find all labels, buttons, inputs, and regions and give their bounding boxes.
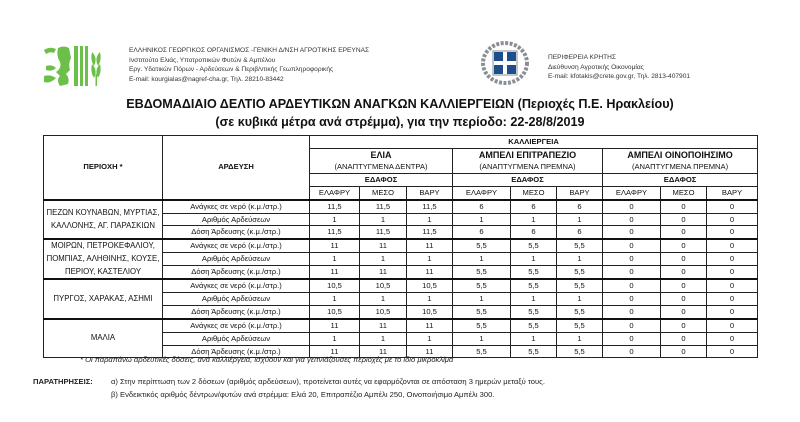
value-cell: 0 bbox=[707, 200, 758, 213]
value-cell: 0 bbox=[707, 266, 758, 279]
crop-subtitle: (ΑΝΑΠΤΥΓΜΕΝΑ ΔΕΝΤΡΑ) bbox=[334, 161, 428, 171]
soil-type-header: ΕΛΑΦΡΥ bbox=[310, 186, 360, 199]
value-cell: 10,5 bbox=[360, 279, 407, 292]
value-cell: 6 bbox=[453, 200, 511, 213]
value-cell: 0 bbox=[661, 345, 707, 358]
institute-contact: E-mail: kourgialas@nagref-cha.gr, Τηλ. 28210-83442 bbox=[129, 75, 284, 83]
crop-subtitle: (ΑΝΑΠΤΥΓΜΕΝΑ ΠΡΕΜΝΑ) bbox=[631, 161, 729, 171]
irrigation-metric-label: Δόση Άρδευσης (κ.μ./στρ.) bbox=[163, 266, 310, 279]
value-cell: 11 bbox=[310, 239, 360, 252]
irrigation-column-header: ΑΡΔΕΥΣΗ bbox=[163, 136, 310, 200]
value-cell: 0 bbox=[707, 319, 758, 332]
value-cell: 5,5 bbox=[511, 319, 557, 332]
irrigation-metric-label: Ανάγκες σε νερό (κ.μ./στρ.) bbox=[163, 319, 310, 332]
value-cell: 5,5 bbox=[557, 319, 603, 332]
value-cell: 0 bbox=[707, 305, 758, 318]
value-cell: 0 bbox=[707, 332, 758, 345]
value-cell: 11 bbox=[310, 266, 360, 279]
region-info bbox=[548, 53, 690, 82]
value-cell: 1 bbox=[511, 253, 557, 266]
value-cell: 0 bbox=[661, 332, 707, 345]
region-name: ΠΥΡΓΟΣ, ΧΑΡΑΚΑΣ, ΑΣΗΜΙ bbox=[44, 279, 163, 319]
value-cell: 0 bbox=[603, 226, 661, 239]
value-cell: 5,5 bbox=[453, 239, 511, 252]
institute-info bbox=[129, 46, 369, 84]
soil-header: ΕΔΑΦΟΣ bbox=[310, 173, 453, 186]
value-cell: 1 bbox=[453, 213, 511, 226]
value-cell: 1 bbox=[511, 332, 557, 345]
value-cell: 0 bbox=[661, 293, 707, 306]
crop-header-olive bbox=[310, 148, 453, 173]
region-directorate: Διεύθυνση Αγροτικής Οικονομίας bbox=[548, 63, 644, 71]
table-row bbox=[44, 239, 758, 252]
value-cell: 1 bbox=[453, 293, 511, 306]
document-title: ΕΒΔΟΜΑΔΙΑΙΟ ΔΕΛΤΙΟ ΑΡΔΕΥΤΙΚΩΝ ΑΝΑΓΚΩΝ ΚΑΛΛΙΕΡΓΕΙΩΝ (Περιοχές Π.Ε. Ηρακλείου) bbox=[126, 97, 674, 111]
value-cell: 6 bbox=[557, 200, 603, 213]
institute-org: ΕΛΛΗΝΙΚΟΣ ΓΕΩΡΓΙΚΟΣ ΟΡΓΑΝΙΣΜΟΣ -ΓΕΝΙΚΗ Δ/ΝΣΗ ΑΓΡΟΤΙΚΗΣ ΕΡΕΥΝΑΣ bbox=[129, 47, 370, 54]
table-row bbox=[44, 200, 758, 213]
elgo-logo bbox=[38, 44, 116, 88]
irrigation-metric-label: Δόση Άρδευσης (κ.μ./στρ.) bbox=[163, 226, 310, 239]
value-cell: 11 bbox=[360, 345, 407, 358]
value-cell: 0 bbox=[603, 332, 661, 345]
soil-type-header: ΕΛΑΦΡΥ bbox=[453, 186, 511, 199]
value-cell: 11 bbox=[407, 319, 453, 332]
value-cell: 5,5 bbox=[511, 279, 557, 292]
value-cell: 0 bbox=[603, 266, 661, 279]
irrigation-metric-label: Δόση Άρδευσης (κ.μ./στρ.) bbox=[163, 305, 310, 318]
value-cell: 6 bbox=[511, 226, 557, 239]
value-cell: 0 bbox=[661, 239, 707, 252]
value-cell: 11 bbox=[310, 319, 360, 332]
value-cell: 11,5 bbox=[407, 200, 453, 213]
irrigation-metric-label: Ανάγκες σε νερό (κ.μ./στρ.) bbox=[163, 279, 310, 292]
value-cell: 1 bbox=[310, 253, 360, 266]
value-cell: 0 bbox=[661, 226, 707, 239]
irrigation-metric-label: Αριθμός Αρδεύσεων bbox=[163, 253, 310, 266]
value-cell: 10,5 bbox=[310, 305, 360, 318]
value-cell: 1 bbox=[310, 332, 360, 345]
crop-header-table-grape bbox=[453, 148, 603, 173]
value-cell: 5,5 bbox=[557, 305, 603, 318]
soil-type-header: ΒΑΡΥ bbox=[707, 186, 758, 199]
irrigation-metric-label: Αριθμός Αρδεύσεων bbox=[163, 332, 310, 345]
crop-header-wine-grape bbox=[603, 148, 758, 173]
value-cell: 10,5 bbox=[360, 305, 407, 318]
value-cell: 5,5 bbox=[557, 266, 603, 279]
value-cell: 5,5 bbox=[511, 345, 557, 358]
region-name: ΜΑΛΙΑ bbox=[44, 319, 163, 358]
value-cell: 11 bbox=[310, 345, 360, 358]
region-contact: E-mail: kfotakis@crete.gov.gr, Τηλ. 2813-407901 bbox=[548, 73, 691, 81]
value-cell: 11 bbox=[360, 266, 407, 279]
value-cell: 11 bbox=[360, 239, 407, 252]
value-cell: 0 bbox=[603, 319, 661, 332]
value-cell: 1 bbox=[407, 332, 453, 345]
value-cell: 0 bbox=[603, 253, 661, 266]
footnote: * Οι παραπάνω αρδευτικές δόσεις, ανά καλλιέργεια, ισχύουν και για γειτνιάζουσες περιοχές με το ίδιο μικροκλίμα bbox=[80, 355, 454, 364]
value-cell: 0 bbox=[603, 345, 661, 358]
table-row bbox=[44, 279, 758, 292]
value-cell: 0 bbox=[707, 253, 758, 266]
crop-name: ΑΜΠΕΛΙ ΕΠΙΤΡΑΠΕΖΙΟ bbox=[478, 149, 577, 160]
soil-type-header: ΜΕΣΟ bbox=[661, 186, 707, 199]
value-cell: 1 bbox=[360, 332, 407, 345]
soil-type-header: ΜΕΣΟ bbox=[360, 186, 407, 199]
region-name: ΠΕΖΩΝ ΚΟΥΝΑΒΩΝ, ΜΥΡΤΙΑΣ, ΚΑΛΛΟΝΗΣ, ΑΓ. ΠΑΡΑΣΚΙΩΝ bbox=[44, 200, 163, 240]
value-cell: 1 bbox=[360, 293, 407, 306]
value-cell: 1 bbox=[407, 293, 453, 306]
value-cell: 11,5 bbox=[360, 226, 407, 239]
value-cell: 11,5 bbox=[310, 226, 360, 239]
value-cell: 10,5 bbox=[407, 305, 453, 318]
greek-emblem-logo bbox=[480, 40, 530, 86]
value-cell: 0 bbox=[603, 279, 661, 292]
value-cell: 11,5 bbox=[360, 200, 407, 213]
value-cell: 1 bbox=[310, 213, 360, 226]
value-cell: 11 bbox=[407, 266, 453, 279]
value-cell: 5,5 bbox=[557, 345, 603, 358]
crop-name: ΑΜΠΕΛΙ ΟΙΝΟΠΟΙΗΣΙΜΟ bbox=[627, 149, 733, 160]
value-cell: 0 bbox=[707, 279, 758, 292]
region-name: ΜΟΙΡΩΝ, ΠΕΤΡΟΚΕΦΑΛΙΟΥ, ΠΟΜΠΙΑΣ, ΑΛΗΘΙΝΗΣ, ΚΟΥΣΕ, ΠΕΡΙΟΥ, ΚΑΣΤΕΛΙΟΥ bbox=[44, 239, 163, 279]
value-cell: 0 bbox=[661, 213, 707, 226]
value-cell: 1 bbox=[310, 293, 360, 306]
region-column-header: ΠΕΡΙΟΧΗ * bbox=[44, 136, 163, 200]
value-cell: 0 bbox=[603, 213, 661, 226]
value-cell: 6 bbox=[511, 200, 557, 213]
value-cell: 0 bbox=[661, 279, 707, 292]
value-cell: 0 bbox=[661, 253, 707, 266]
irrigation-metric-label: Αριθμός Αρδεύσεων bbox=[163, 293, 310, 306]
value-cell: 5,5 bbox=[557, 239, 603, 252]
institute-lab: Εργ. Υδατικών Πόρων - Αρδεύσεων & Περιβ/ντικής Γεωπληροφορικής bbox=[129, 66, 334, 74]
soil-header: ΕΔΑΦΟΣ bbox=[603, 173, 758, 186]
value-cell: 0 bbox=[603, 239, 661, 252]
value-cell: 0 bbox=[661, 200, 707, 213]
soil-header: ΕΔΑΦΟΣ bbox=[453, 173, 603, 186]
value-cell: 0 bbox=[661, 305, 707, 318]
value-cell: 0 bbox=[707, 226, 758, 239]
soil-type-header: ΒΑΡΥ bbox=[407, 186, 453, 199]
table-body bbox=[44, 200, 758, 358]
institute-name: Ινστιτούτο Ελιάς, Υποτροπικών Φυτών & Αμπέλου bbox=[129, 56, 276, 64]
value-cell: 0 bbox=[603, 305, 661, 318]
value-cell: 0 bbox=[661, 266, 707, 279]
value-cell: 1 bbox=[557, 213, 603, 226]
value-cell: 11,5 bbox=[310, 200, 360, 213]
region-name: ΠΕΡΙΦΕΡΕΙΑ ΚΡΗΤΗΣ bbox=[548, 54, 616, 61]
value-cell: 1 bbox=[453, 253, 511, 266]
value-cell: 10,5 bbox=[310, 279, 360, 292]
value-cell: 10,5 bbox=[407, 279, 453, 292]
table-row bbox=[44, 319, 758, 332]
crop-subtitle: (ΑΝΑΠΤΥΓΜΕΝΑ ΠΡΕΜΝΑ) bbox=[479, 161, 576, 171]
observations bbox=[33, 376, 545, 401]
value-cell: 11 bbox=[407, 239, 453, 252]
value-cell: 1 bbox=[557, 253, 603, 266]
value-cell: 5,5 bbox=[511, 266, 557, 279]
irrigation-metric-label: Ανάγκες σε νερό (κ.μ./στρ.) bbox=[163, 200, 310, 213]
irrigation-table bbox=[43, 135, 758, 358]
observation-b: β) Ενδεικτικός αριθμός δέντρων/φυτών ανά στρέμμα: Ελιά 20, Επιτραπέζιο Αμπέλι 250, Οινοποιήσιμο Αμπέλι 300. bbox=[111, 389, 495, 399]
value-cell: 5,5 bbox=[511, 305, 557, 318]
crop-name: ΕΛΙΑ bbox=[370, 149, 392, 160]
value-cell: 0 bbox=[603, 200, 661, 213]
value-cell: 0 bbox=[707, 293, 758, 306]
value-cell: 0 bbox=[603, 293, 661, 306]
value-cell: 1 bbox=[511, 213, 557, 226]
value-cell: 1 bbox=[407, 213, 453, 226]
value-cell: 1 bbox=[407, 253, 453, 266]
value-cell: 5,5 bbox=[453, 305, 511, 318]
value-cell: 0 bbox=[707, 213, 758, 226]
irrigation-metric-label: Ανάγκες σε νερό (κ.μ./στρ.) bbox=[163, 239, 310, 252]
value-cell: 1 bbox=[453, 332, 511, 345]
soil-type-header: ΒΑΡΥ bbox=[557, 186, 603, 199]
value-cell: 11,5 bbox=[407, 226, 453, 239]
value-cell: 5,5 bbox=[453, 279, 511, 292]
irrigation-metric-label: Δόση Άρδευσης (κ.μ./στρ.) bbox=[163, 345, 310, 358]
value-cell: 5,5 bbox=[453, 345, 511, 358]
irrigation-metric-label: Αριθμός Αρδεύσεων bbox=[163, 213, 310, 226]
value-cell: 6 bbox=[557, 226, 603, 239]
value-cell: 5,5 bbox=[511, 239, 557, 252]
value-cell: 0 bbox=[661, 319, 707, 332]
value-cell: 1 bbox=[557, 332, 603, 345]
value-cell: 11 bbox=[407, 345, 453, 358]
value-cell: 1 bbox=[511, 293, 557, 306]
value-cell: 1 bbox=[557, 293, 603, 306]
value-cell: 5,5 bbox=[453, 266, 511, 279]
crops-header: ΚΑΛΛΙΕΡΓΕΙΑ bbox=[310, 136, 758, 149]
document-subtitle: (σε κυβικά μέτρα ανά στρέμμα), για την περίοδο: 22-28/8/2019 bbox=[215, 115, 585, 129]
value-cell: 6 bbox=[453, 226, 511, 239]
value-cell: 0 bbox=[707, 345, 758, 358]
value-cell: 1 bbox=[360, 253, 407, 266]
observations-label: ΠΑΡΑΤΗΡΗΣΕΙΣ: bbox=[33, 377, 93, 386]
observation-a: α) Στην περίπτωση των 2 δόσεων (αριθμός αρδεύσεων), προτείνεται αυτές να εφαρμόζονται σε απόσταση 3 ημερών μεταξύ τους. bbox=[111, 377, 545, 386]
soil-type-header: ΕΛΑΦΡΥ bbox=[603, 186, 661, 199]
value-cell: 5,5 bbox=[557, 279, 603, 292]
soil-type-header: ΜΕΣΟ bbox=[511, 186, 557, 199]
value-cell: 0 bbox=[707, 239, 758, 252]
value-cell: 5,5 bbox=[453, 319, 511, 332]
value-cell: 11 bbox=[360, 319, 407, 332]
value-cell: 1 bbox=[360, 213, 407, 226]
